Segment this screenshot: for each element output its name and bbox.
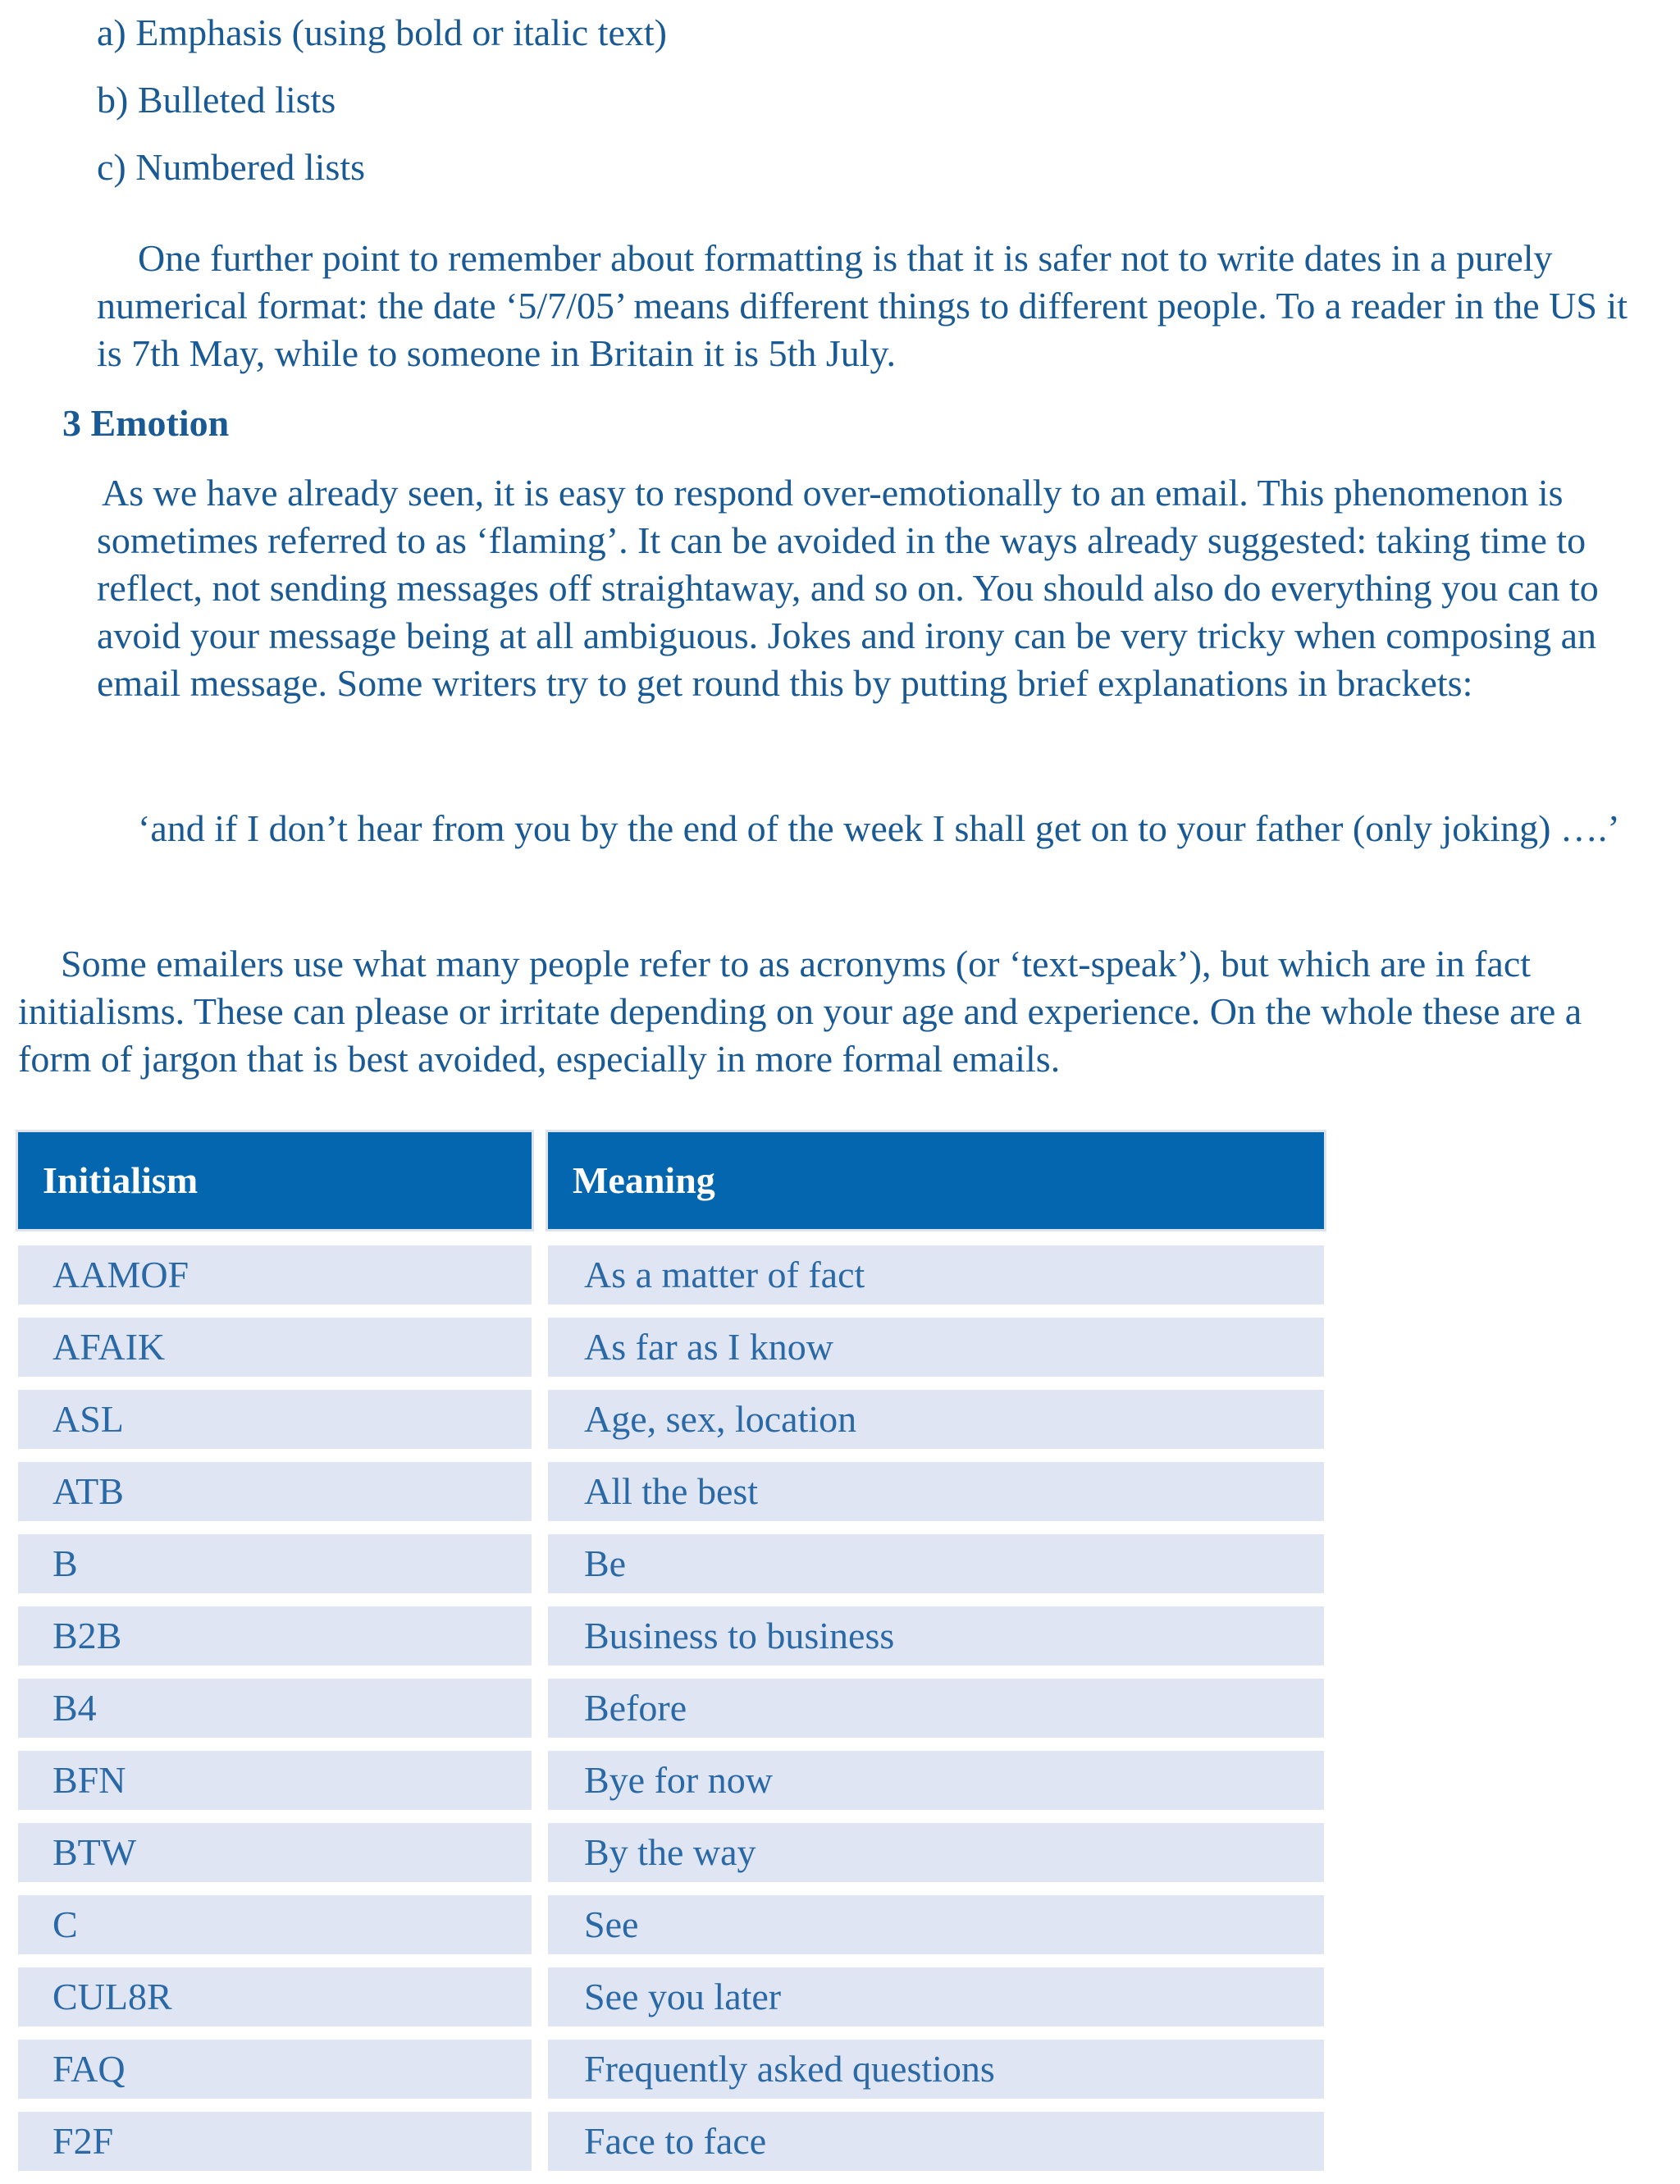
- initialism-cell: [18, 1534, 532, 1593]
- initialism-text: B: [52, 1542, 78, 1584]
- meaning-text: Age, sex, location: [584, 1398, 857, 1440]
- meaning-cell: [548, 1967, 1324, 2026]
- quote-example: ‘and if I don’t hear from you by the end of the week I shall get on to your father (only joking) ….’: [138, 807, 1620, 849]
- list-item-emphasis: a) Emphasis (using bold or italic text): [97, 11, 667, 53]
- meaning-cell: [548, 1318, 1324, 1377]
- table-row: [18, 2112, 1324, 2171]
- initialism-cell: [18, 1462, 532, 1521]
- meaning-text: See: [584, 1903, 639, 1945]
- meaning-text: As far as I know: [584, 1326, 834, 1368]
- initialism-text: BTW: [52, 1831, 137, 1873]
- meaning-cell: [548, 1606, 1324, 1665]
- meaning-cell: [548, 1390, 1324, 1449]
- meaning-text: Before: [584, 1687, 687, 1729]
- initialism-cell: [18, 1606, 532, 1665]
- list-item-numbered: c) Numbered lists: [97, 146, 366, 188]
- initialism-text: BFN: [52, 1759, 126, 1801]
- section-heading: 3 Emotion: [62, 402, 230, 444]
- meaning-cell: [548, 1823, 1324, 1882]
- initialism-cell: [18, 1895, 532, 1954]
- meaning-cell: [548, 2112, 1324, 2171]
- initialism-cell: [18, 1679, 532, 1738]
- initialism-text: AFAIK: [52, 1326, 166, 1368]
- table-row: [18, 2040, 1324, 2099]
- table-body: [18, 1245, 1324, 2184]
- initialisms-table: [18, 1132, 1324, 2162]
- table-row: [18, 1245, 1324, 1304]
- table-row: [18, 1679, 1324, 1738]
- initialism-cell: [18, 1751, 532, 1810]
- header-meaning: [548, 1132, 1324, 1229]
- initialism-text: CUL8R: [52, 1976, 172, 2017]
- meaning-cell: [548, 1462, 1324, 1521]
- initialism-text: C: [52, 1903, 78, 1945]
- initialism-cell: [18, 1245, 532, 1304]
- meaning-text: Business to business: [584, 1615, 895, 1656]
- initialism-cell: [18, 1390, 532, 1449]
- table-row: [18, 1751, 1324, 1810]
- initialism-cell: [18, 1967, 532, 2026]
- list-item-bulleted: b) Bulleted lists: [97, 79, 336, 121]
- initialism-text: F2F: [52, 2120, 114, 2162]
- table-header-row: [18, 1132, 1324, 1229]
- header-meaning-label: Meaning: [573, 1159, 715, 1201]
- meaning-text: By the way: [584, 1831, 756, 1873]
- initialism-cell: [18, 1318, 532, 1377]
- table-row: [18, 1318, 1324, 1377]
- meaning-cell: [548, 2040, 1324, 2099]
- meaning-cell: [548, 1751, 1324, 1810]
- table-row: [18, 1390, 1324, 1449]
- initialism-cell: [18, 1823, 532, 1882]
- meaning-cell: [548, 1679, 1324, 1738]
- meaning-text: See you later: [584, 1976, 782, 2017]
- meaning-cell: [548, 1245, 1324, 1304]
- initialism-cell: [18, 2040, 532, 2099]
- table-row: [18, 1967, 1324, 2026]
- initialism-text: ASL: [52, 1398, 124, 1440]
- header-initialism-label: Initialism: [43, 1159, 199, 1201]
- header-initialism: [18, 1132, 532, 1229]
- initialism-text: AAMOF: [52, 1254, 189, 1295]
- paragraph-initialisms: Some emailers use what many people refer to as acronyms (or ‘text-speak’), but which are in fact initialisms. These can please or irritate depending on your age and experience. On the whole these are a form of jargon that is best avoided, especially in more formal emails.: [18, 943, 1582, 1080]
- meaning-text: All the best: [584, 1470, 759, 1512]
- initialism-text: B2B: [52, 1615, 122, 1656]
- table-row: [18, 1462, 1324, 1521]
- table-row: [18, 1606, 1324, 1665]
- table-row: [18, 1823, 1324, 1882]
- initialism-text: ATB: [52, 1470, 124, 1512]
- table-row: [18, 1895, 1324, 1954]
- paragraph-dates: One further point to remember about formatting is that it is safer not to write dates in a purely numerical format: the date ‘5/7/05’ means different things to different people. To a reader in the US it is 7th May, while to someone in Britain it is 5th July.: [97, 237, 1628, 374]
- meaning-text: Face to face: [584, 2120, 767, 2162]
- paragraph-emotion: As we have already seen, it is easy to respond over-emotionally to an email. This phenomenon is sometimes referred to as ‘flaming’. It can be avoided in the ways already suggested: taking time to reflect, not sending messages off straightaway, and so on. You should also do everything you can to avoid your message being at all ambiguous. Jokes and irony can be very tricky when composing an email message. Some writers try to get round this by putting brief explanations in brackets:: [97, 472, 1599, 704]
- meaning-text: Bye for now: [584, 1759, 773, 1801]
- meaning-text: Frequently asked questions: [584, 2048, 995, 2090]
- meaning-text: As a matter of fact: [584, 1254, 865, 1295]
- meaning-cell: [548, 1895, 1324, 1954]
- table-row: [18, 1534, 1324, 1593]
- meaning-text: Be: [584, 1542, 627, 1584]
- initialism-cell: [18, 2112, 532, 2171]
- initialism-text: FAQ: [52, 2048, 126, 2090]
- initialism-text: B4: [52, 1687, 97, 1729]
- meaning-cell: [548, 1534, 1324, 1593]
